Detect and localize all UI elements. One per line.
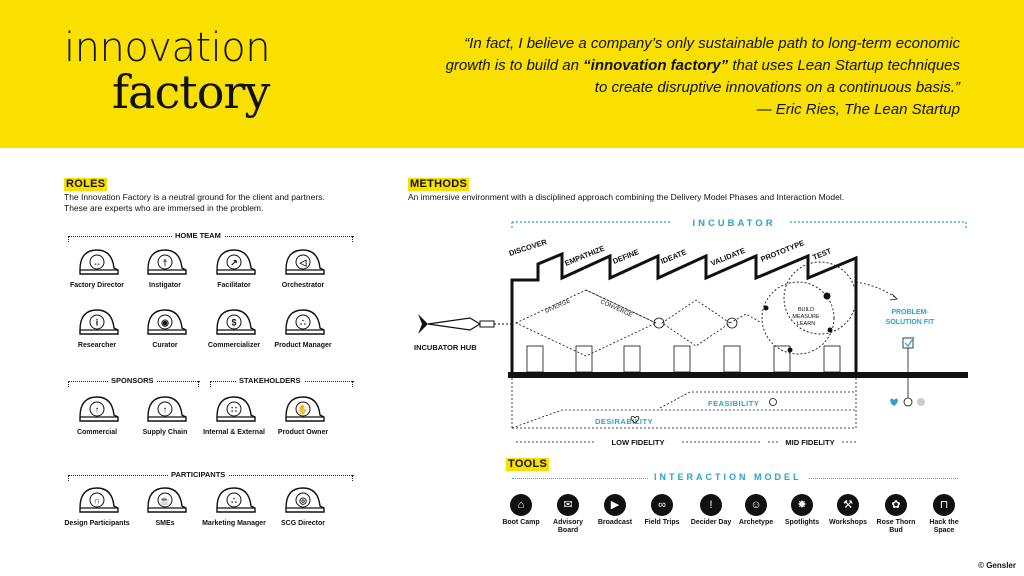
heart-icon: [890, 399, 898, 406]
coffee-icon: [130, 484, 200, 518]
tool-label: Workshops: [829, 519, 867, 526]
svg-text:∴: ∴: [231, 495, 237, 506]
interaction-model-label: INTERACTION MODEL: [648, 472, 808, 482]
tool-label: Field Trips: [644, 519, 680, 526]
loop-node: [788, 348, 793, 353]
hub-label: INCUBATOR HUB: [414, 343, 477, 352]
rule-tick: [68, 381, 69, 387]
svg-text:↔: ↔: [92, 257, 102, 268]
feasibility-label: FEASIBILITY: [708, 399, 760, 408]
thumbs-up-icon: [62, 393, 132, 427]
role-label: Commercializer: [207, 342, 261, 349]
globe-icon: [268, 484, 338, 518]
tool-decider-day: [686, 494, 736, 527]
quote-attribution: [757, 99, 960, 121]
quote-text-start: “In fact, I believe a company’s only sustainable path to long-term economic growth is to build an: [445, 35, 960, 74]
boot-icon: ⌂: [510, 494, 532, 516]
person-icon: ☺: [745, 494, 767, 516]
rule-tick: [198, 381, 199, 387]
svg-text:i: i: [95, 317, 99, 328]
methods-heading: METHODS: [410, 178, 468, 190]
team-icon: [268, 306, 338, 340]
role-instigator: [130, 246, 200, 290]
fit-label-2: SOLUTION FIT: [885, 319, 935, 326]
role-facilitator: [199, 246, 269, 290]
phase-label-test: TEST: [811, 246, 833, 262]
svg-text:◎: ◎: [299, 495, 307, 506]
role-researcher: [62, 306, 132, 350]
svg-text:↗: ↗: [230, 257, 238, 268]
role-marketing-manager: [199, 484, 269, 528]
quote-emphasis: “innovation factory”: [583, 57, 729, 74]
match-icon: [130, 246, 200, 280]
phase-label-prototype: PROTOTYPE: [759, 238, 806, 264]
svg-text:∩: ∩: [93, 495, 101, 506]
wand-icon: [199, 246, 269, 280]
tool-advisory-board: [543, 494, 593, 535]
diverge-label: DIVERGE: [544, 298, 572, 315]
rule-tick: [352, 381, 353, 387]
tool-archetype: [731, 494, 781, 527]
role-label: Internal & External: [203, 429, 265, 436]
role-orchestrator: [268, 246, 338, 290]
hand-icon: [268, 393, 338, 427]
participants-label: PARTICIPANTS: [168, 470, 228, 480]
binoculars-icon: ∞: [651, 494, 673, 516]
role-label: Instigator: [149, 282, 181, 289]
muscle-icon: [62, 484, 132, 518]
loop-node: [824, 293, 831, 300]
quote: [440, 33, 960, 99]
copyright: © Gensler: [978, 561, 1016, 570]
rocket-icon: [418, 314, 512, 334]
table-icon: ⊓: [933, 494, 955, 516]
roles-description-2: These are experts who are immersed in the problem.: [64, 203, 264, 213]
thumbs-up-icon: [130, 393, 200, 427]
loop-label-measure: MEASURE: [792, 314, 820, 320]
role-label: SMEs: [155, 520, 175, 527]
role-commercial: [62, 393, 132, 437]
low-fidelity-label: LOW FIDELITY: [611, 438, 665, 447]
svg-text:∴: ∴: [300, 317, 306, 328]
tools-icon: ⚒: [837, 494, 859, 516]
tool-label: Spotlights: [784, 519, 820, 526]
handshake-icon: [62, 246, 132, 280]
rule-tick: [352, 475, 353, 481]
tool-field-trips: [637, 494, 687, 527]
phase-label-empathize: EMPATHIZE: [563, 243, 606, 268]
loop-node: [764, 306, 769, 311]
role-smes: [130, 484, 200, 528]
money-icon: [917, 398, 925, 406]
attribution-author: — Eric Ries,: [756, 101, 845, 118]
attribution-book: The Lean Startup: [844, 101, 960, 118]
tool-label: Decider Day: [690, 519, 732, 526]
role-label: Factory Director: [69, 282, 125, 289]
megaphone-icon: [268, 246, 338, 280]
home-team-label: HOME TEAM: [172, 231, 224, 241]
svg-text:†: †: [162, 257, 168, 268]
factory-floor: [508, 372, 968, 378]
svg-text:◉: ◉: [161, 317, 169, 328]
tool-label: Broadcast: [597, 519, 633, 526]
tool-boot-camp: [496, 494, 546, 527]
fit-label-1: PROBLEM-: [891, 309, 929, 316]
rule-tick: [352, 236, 353, 242]
money-bag-icon: [199, 306, 269, 340]
role-supply-chain: [130, 393, 200, 437]
tools-heading: TOOLS: [508, 458, 548, 470]
bulb-icon: [904, 398, 912, 406]
svg-text:✋: ✋: [297, 404, 309, 415]
role-label: Commercial: [76, 429, 118, 436]
role-internal-external: [199, 393, 269, 437]
phase-label-ideate: IDEATE: [659, 247, 688, 266]
phase-labels: [508, 237, 833, 268]
phase-label-define: DEFINE: [611, 247, 641, 266]
broadcast-icon: ▶: [604, 494, 626, 516]
title-innovation: innovation: [64, 25, 271, 71]
loop-label-learn: LEARN: [796, 321, 816, 327]
role-commercializer: [199, 306, 269, 350]
tool-label: Boot Camp: [502, 519, 540, 526]
network-icon: [199, 484, 269, 518]
role-product-owner: [268, 393, 338, 437]
role-label: Curator: [152, 342, 178, 349]
exclamation-icon: !: [700, 494, 722, 516]
tool-hack-the-space: [919, 494, 969, 535]
role-label: Marketing Manager: [202, 520, 266, 527]
role-factory-director: [62, 246, 132, 290]
phase-label-validate: VALIDATE: [709, 245, 747, 268]
loop-node: [828, 328, 833, 333]
rule-tick: [210, 381, 211, 387]
tool-rose-thorn-bud: [871, 494, 921, 535]
sponsors-label: SPONSORS: [108, 376, 157, 386]
rule-tick: [68, 236, 69, 242]
tool-workshops: [823, 494, 873, 527]
incubator-label: INCUBATOR: [692, 218, 776, 229]
quote-text-end: that uses Lean Startup techniques to create disruptive innovations on a continuous basis.”: [594, 57, 960, 96]
spark-icon: [727, 318, 737, 328]
tool-label: Rose Thorn Bud: [876, 519, 916, 534]
spotlight-icon: ✸: [791, 494, 813, 516]
role-label: Supply Chain: [142, 429, 188, 436]
rule-tick: [68, 475, 69, 481]
mid-fidelity-label: MID FIDELITY: [785, 438, 835, 447]
header-banner: [0, 0, 1024, 148]
tool-label: Advisory Board: [553, 519, 583, 534]
stakeholders-label: STAKEHOLDERS: [236, 376, 304, 386]
eye-icon: [130, 306, 200, 340]
role-curator: [130, 306, 200, 350]
rose-icon: ✿: [885, 494, 907, 516]
chat-icon: ✉: [557, 494, 579, 516]
fit-arrow: [856, 282, 896, 298]
tool-label: Archetype: [738, 519, 774, 526]
info-icon: [62, 306, 132, 340]
loop-label-build: BUILD: [797, 307, 815, 313]
role-label: Product Manager: [274, 342, 332, 349]
role-product-manager: [268, 306, 338, 350]
title-factory: factory: [112, 65, 270, 119]
desirability-label: DESIRABILITY: [595, 417, 654, 426]
role-label: Researcher: [77, 342, 117, 349]
tool-spotlights: [777, 494, 827, 527]
role-label: Orchestrator: [281, 282, 325, 289]
bulb-outline-icon: [770, 399, 777, 406]
role-design-participants: [62, 484, 132, 528]
role-label: SCG Director: [281, 520, 325, 527]
svg-text:↑: ↑: [94, 404, 100, 415]
tool-label: Hack the Space: [929, 519, 959, 534]
svg-text:$: $: [231, 317, 237, 328]
methods-description: An immersive environment with a disciplined approach combining the Delivery Model Phases and Interaction Model.: [408, 192, 845, 202]
incubator-diagram: [400, 210, 980, 460]
roles-heading: ROLES: [66, 178, 106, 190]
fidelity-ramps: [512, 378, 856, 428]
tool-broadcast: [590, 494, 640, 527]
roles-description-1: The Innovation Factory is a neutral ground for the client and partners.: [64, 192, 325, 202]
role-label: Facilitator: [217, 282, 251, 289]
role-scg-director: [268, 484, 338, 528]
svg-text:◁: ◁: [299, 257, 307, 268]
phase-label-discover: DISCOVER: [507, 237, 548, 258]
role-label: Design Participants: [64, 520, 130, 527]
svg-text:☕: ☕: [159, 495, 171, 506]
converge-label: CONVERGE: [599, 299, 634, 319]
svg-text:∷: ∷: [231, 404, 237, 415]
people-icon: [199, 393, 269, 427]
role-label: Product Owner: [277, 429, 329, 436]
svg-text:↑: ↑: [162, 404, 168, 415]
